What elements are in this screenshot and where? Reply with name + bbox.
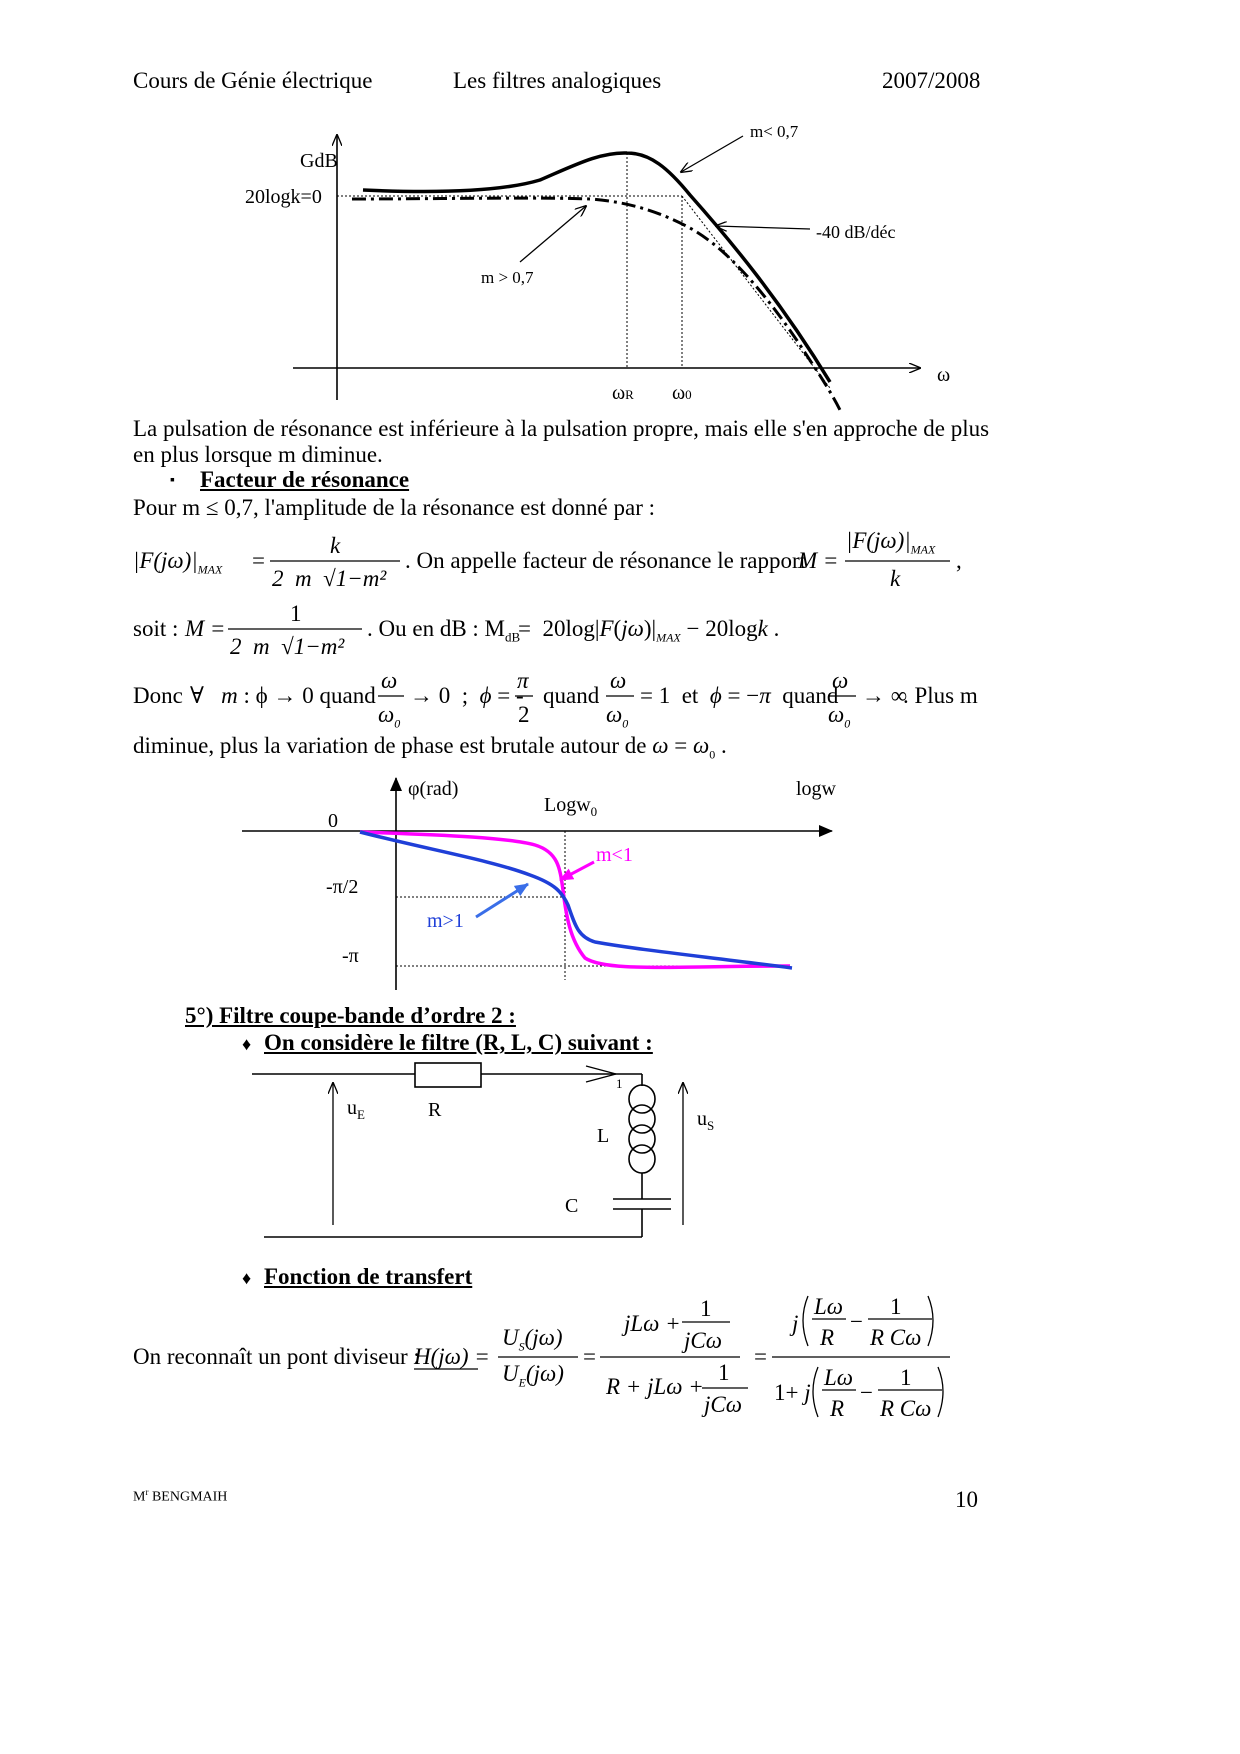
eq-den-a-1: 1 xyxy=(718,1360,730,1385)
frac3-num: ω xyxy=(610,668,627,693)
footer-author xyxy=(133,1487,227,1506)
annot-m-large: m > 0,7 xyxy=(481,268,534,287)
phi-expr-2: = 1 et ϕ = −π quand xyxy=(640,683,839,708)
phase-zero-label: 0 xyxy=(328,810,338,832)
ue-text: u xyxy=(347,1097,357,1119)
omega-r-label: ωR xyxy=(612,382,634,404)
frac1-num: ω xyxy=(381,668,398,693)
ue-sub: E xyxy=(357,1107,365,1122)
eq-fmax: $|F(j\omega)|_{MAX}$ xyxy=(133,548,223,577)
resonance-intro: Pour m ≤ 0,7, l'amplitude de la résonance est donné par : xyxy=(133,495,655,520)
eq-den-a: R + jLω + xyxy=(606,1374,704,1399)
eq1-den: 2 m √1−m² xyxy=(272,566,387,591)
us-text: u xyxy=(697,1108,707,1130)
eq-equals-1: = xyxy=(252,548,265,573)
diamond-1: ♦ xyxy=(242,1034,252,1054)
en-db-sub: dB xyxy=(505,629,521,645)
diamond-2: ♦ xyxy=(242,1268,252,1288)
header-title: Les filtres analogiques xyxy=(453,68,662,93)
eq-den-b-rcw: R Cω xyxy=(880,1396,932,1421)
eq-num-b-rcw: R Cω xyxy=(870,1325,922,1350)
footer-page: 10 xyxy=(955,1487,978,1512)
eq-H: H(jω) = xyxy=(414,1344,490,1369)
en-db-text: . Ou en dB : M xyxy=(367,616,505,641)
phase-mid-label: -π/2 xyxy=(326,876,359,898)
annot-m-small: m< 0,7 xyxy=(750,122,799,141)
label-m-lt-1: m<1 xyxy=(596,844,633,866)
eq-M-comma: , xyxy=(956,548,962,573)
eq2-M: M = xyxy=(185,616,226,641)
eq-Us: $U_S(j\omega)$ xyxy=(502,1325,563,1354)
line-last-text: diminue, plus la variation de phase est brutale autour de xyxy=(133,733,647,758)
eq2-den: 2 m √1−m² xyxy=(230,634,345,659)
header-course: Cours de Génie électrique xyxy=(133,68,373,93)
eq2-num: 1 xyxy=(290,601,302,626)
label-r: R xyxy=(428,1099,442,1121)
phase-y-label: φ(rad) xyxy=(408,778,459,800)
label-c: C xyxy=(565,1195,579,1217)
eq-den-b-1j: 1+ j xyxy=(774,1380,811,1405)
frac2-den: 2 xyxy=(518,702,530,727)
frac1-den: $\omega_0$ xyxy=(378,702,401,731)
header-year: 2007/2008 xyxy=(882,68,981,93)
bullet: ▪ xyxy=(170,473,175,488)
eq-M-den: k xyxy=(890,566,901,591)
eq-M-def: M = xyxy=(798,548,839,573)
label-node-1: 1 xyxy=(616,1076,623,1091)
line-last: diminue, plus la variation de phase est brutale autour de $\omega = \omega_0$ . xyxy=(133,733,727,762)
us-sub: S xyxy=(707,1118,715,1133)
gain-ref-level: 20logk=0 xyxy=(245,186,322,208)
phase-x-label: logw xyxy=(796,778,836,800)
para1-line2: en plus lorsque m diminue. xyxy=(133,442,383,467)
author-name: BENGMAIH xyxy=(148,1489,228,1505)
frac2-num: π xyxy=(517,668,529,693)
eq1-num: k xyxy=(330,533,341,558)
label-l: L xyxy=(597,1125,610,1147)
eq-eq-b: = xyxy=(754,1344,767,1369)
frac4-den: $\omega_0$ xyxy=(828,702,851,731)
plus-m: . Plus m xyxy=(903,683,978,708)
eq-num-b-minus: − xyxy=(850,1309,863,1334)
eq-den-b-r: R xyxy=(830,1396,845,1421)
eq-mdb: = $20\log|F(j\omega)|_{MAX} - 20\log k$ . xyxy=(518,616,780,645)
quand-2: quand xyxy=(543,683,600,708)
frac3-den: $\omega_0$ xyxy=(606,702,629,731)
section-resonance-title: Facteur de résonance xyxy=(200,467,410,492)
logw0-text: Logw xyxy=(544,794,591,816)
phase-bottom-label: -π xyxy=(342,945,359,967)
soit-label: soit : xyxy=(133,616,179,641)
eq-eq-a: = xyxy=(583,1344,596,1369)
eq-num-a-1: 1 xyxy=(700,1296,712,1321)
eq-den-a-jcw: jCω xyxy=(704,1392,742,1417)
author-sup: r xyxy=(145,1487,149,1497)
section5-subtitle: On considère le filtre (R, L, C) suivant : xyxy=(264,1030,653,1055)
annot-slope: -40 dB/déc xyxy=(816,222,896,242)
eq-num-b-r: R xyxy=(820,1325,835,1350)
eq-den-b-1: 1 xyxy=(900,1365,912,1390)
omega-0-label: ω0 xyxy=(672,382,692,404)
gain-x-label: ω xyxy=(937,364,951,386)
label-m-gt-1: m>1 xyxy=(427,910,464,932)
phi-expr-1: → 0 ; ϕ = - xyxy=(410,683,524,708)
eq-num-b-j: j xyxy=(792,1311,799,1336)
frac4-num: ω xyxy=(832,668,849,693)
eq-num-a: jLω + xyxy=(624,1311,681,1336)
eq-num-b-lw: Lω xyxy=(814,1294,844,1319)
donc-forall: ∀ m : ϕ → 0 quand xyxy=(190,683,376,708)
donc-label: Donc xyxy=(133,683,183,708)
eq-den-b-minus: − xyxy=(860,1380,873,1405)
eq-den-b-lw: Lω xyxy=(824,1365,854,1390)
phi-expr-3: → ∞ xyxy=(862,683,908,708)
author-m: M xyxy=(133,1489,146,1505)
eq-num-a-jcw: jCω xyxy=(684,1328,722,1353)
eq-num-b-1: 1 xyxy=(890,1294,902,1319)
transfer-intro: On reconnaît un pont diviseur : xyxy=(133,1344,420,1369)
eq1-text: . On appelle facteur de résonance le rapport xyxy=(405,548,807,573)
eq-M-num: $|F(j\omega)|_{MAX}$ xyxy=(846,528,936,557)
para1-line1: La pulsation de résonance est inférieure à la pulsation propre, mais elle s'en approche de plus xyxy=(133,416,990,441)
logw0-sub: 0 xyxy=(590,804,598,819)
transfer-title: Fonction de transfert xyxy=(264,1264,473,1289)
gain-y-label: GdB xyxy=(300,150,338,172)
eq-Ue: $U_E(j\omega)$ xyxy=(502,1361,564,1390)
section5-title: 5°) Filtre coupe-bande d’ordre 2 : xyxy=(185,1003,516,1028)
